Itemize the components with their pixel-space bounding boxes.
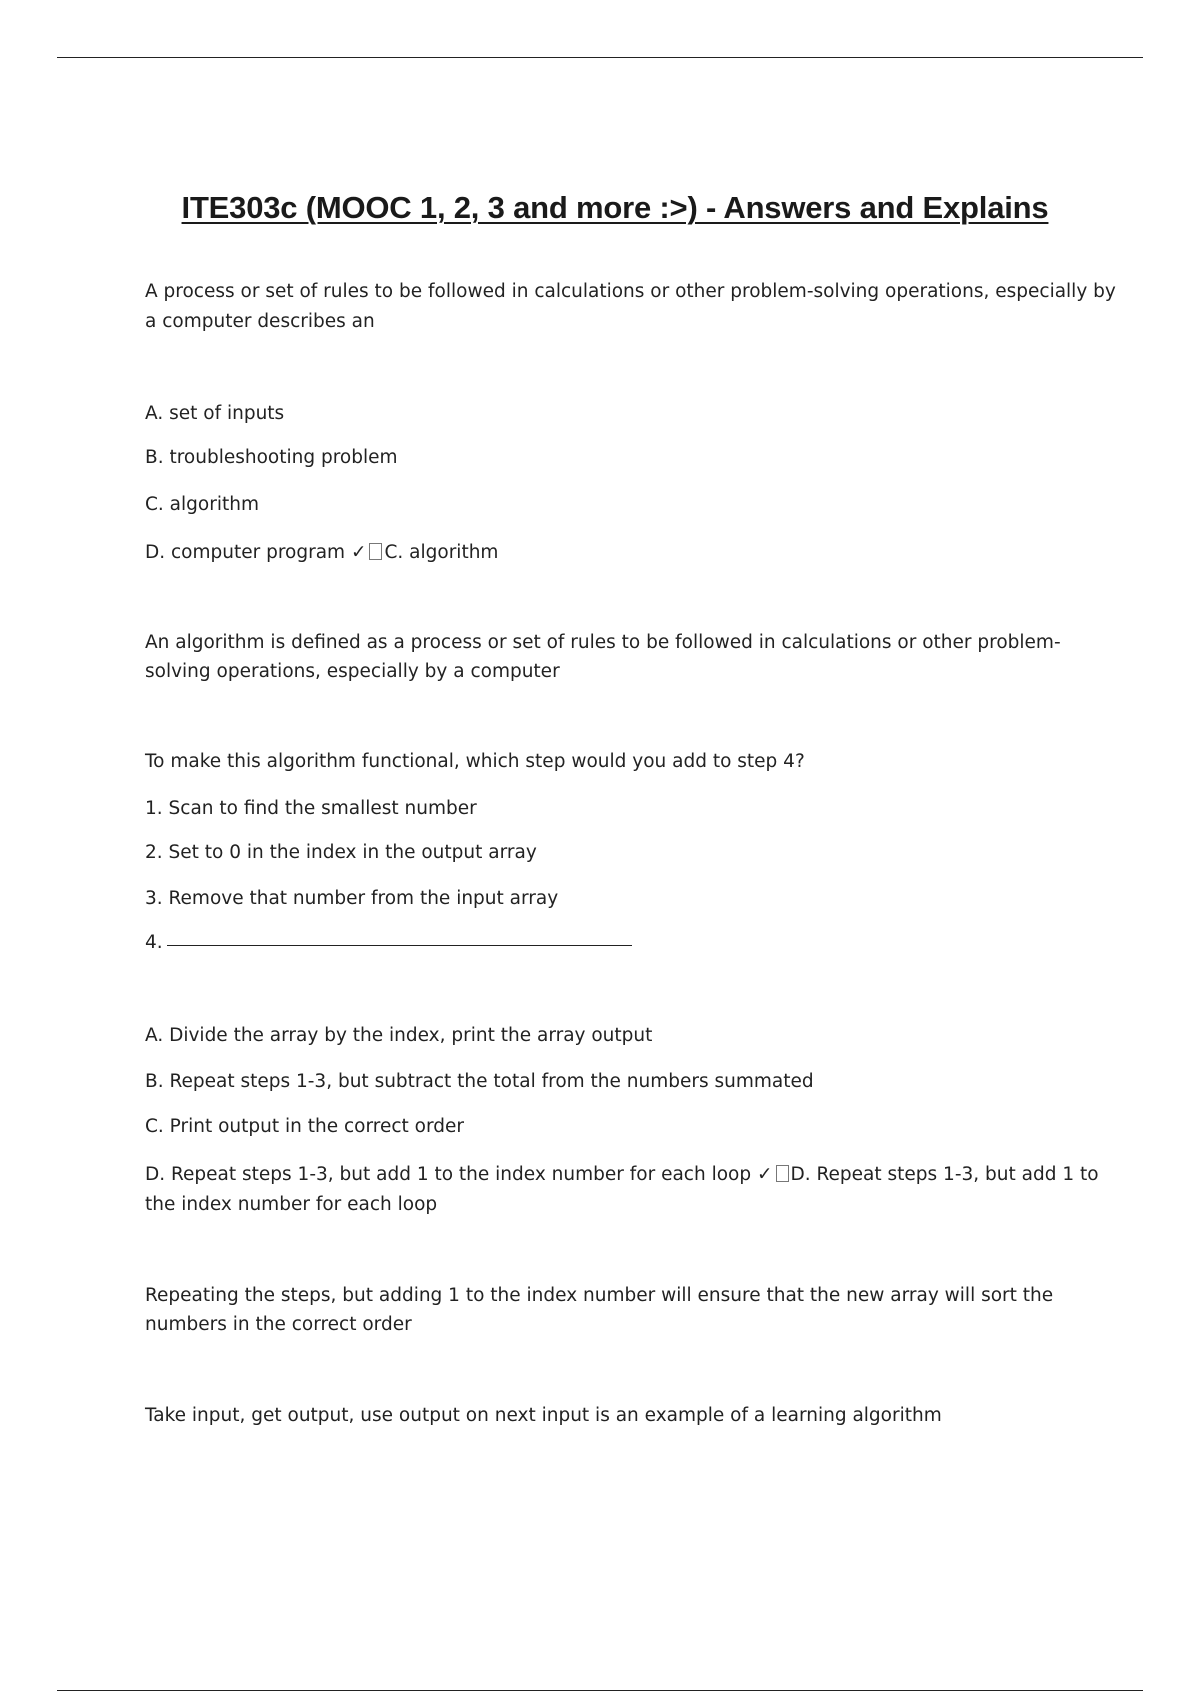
q1-option-a: A. set of inputs xyxy=(145,403,285,424)
q1-option-b: B. troubleshooting problem xyxy=(145,447,398,468)
q2-step-4-label: 4. xyxy=(145,932,163,953)
q2-explanation-line2: numbers in the correct order xyxy=(145,1314,412,1335)
q1-question-line1: A process or set of rules to be followed in calculations or other problem-solving operations, especially by xyxy=(145,281,1116,302)
q1-answer: C. algorithm xyxy=(384,542,499,563)
q2-option-d-with-answer xyxy=(145,1160,1099,1189)
checkmark-icon: ✓ xyxy=(350,542,367,563)
q1-explanation-line1: An algorithm is defined as a process or set of rules to be followed in calculations or other problem- xyxy=(145,632,1061,653)
q2-option-b: B. Repeat steps 1-3, but subtract the total from the numbers summated xyxy=(145,1071,814,1092)
q2-option-d: D. Repeat steps 1-3, but add 1 to the index number for each loop xyxy=(145,1164,752,1185)
q1-option-d: D. computer program xyxy=(145,542,346,563)
q2-option-c: C. Print output in the correct order xyxy=(145,1116,464,1137)
q2-step-3: 3. Remove that number from the input array xyxy=(145,888,559,909)
q1-question-line2: a computer describes an xyxy=(145,311,375,332)
document-title: ITE303c (MOOC 1, 2, 3 and more :>) - Answers and Explains xyxy=(181,190,1049,225)
q3-statement: Take input, get output, use output on next input is an example of a learning algorithm xyxy=(145,1405,942,1426)
q2-answer-line1: D. Repeat steps 1-3, but add 1 to xyxy=(790,1164,1099,1185)
q2-explanation-line1: Repeating the steps, but adding 1 to the index number will ensure that the new array will sort the xyxy=(145,1285,1054,1306)
checkmark-icon: ✓ xyxy=(756,1164,773,1185)
answer-blank-line xyxy=(167,945,632,946)
q2-answer-line2: the index number for each loop xyxy=(145,1194,438,1215)
q2-question: To make this algorithm functional, which step would you add to step 4? xyxy=(145,751,805,772)
footer-rule xyxy=(57,1690,1143,1691)
q2-step-4 xyxy=(145,928,632,957)
q2-step-1: 1. Scan to find the smallest number xyxy=(145,798,477,819)
answer-box-icon xyxy=(776,1165,789,1182)
q1-option-c: C. algorithm xyxy=(145,494,259,515)
q2-step-2: 2. Set to 0 in the index in the output array xyxy=(145,842,537,863)
q1-option-d-with-answer xyxy=(145,538,498,567)
answer-box-icon xyxy=(369,543,382,560)
q2-option-a: A. Divide the array by the index, print the array output xyxy=(145,1025,653,1046)
header-rule xyxy=(57,57,1143,58)
q1-explanation-line2: solving operations, especially by a computer xyxy=(145,661,560,682)
